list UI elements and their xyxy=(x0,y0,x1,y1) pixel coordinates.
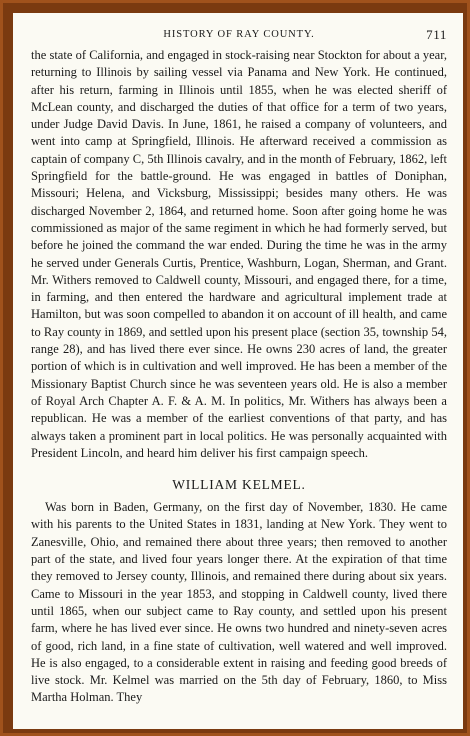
section-heading-kelmel: WILLIAM KELMEL. xyxy=(172,477,306,493)
page-number: 711 xyxy=(426,27,447,42)
running-head xyxy=(31,27,447,47)
book-page xyxy=(13,13,463,729)
body-text xyxy=(31,47,447,707)
page-border xyxy=(3,3,467,733)
running-title: HISTORY OF RAY COUNTY. xyxy=(163,29,315,40)
withers-biography-paragraph: the state of California, and engaged in stock-raising near Stockton for about a year, returning to Illinois by sailing vessel via Panama and New York. He continued, after his return, farming in Illinois until 1855, when he was elected sheriff of McLean county, and discharged the duties of that office for a term of two years, under Judge David Davis. In June, 1861, he raised a company of volunteers, and went into camp at Springfield, Illinois. He afterward received a commission as captain of company C, 5th Illinois cavalry, and in the month of February, 1862, left Springfield for the battle-ground. He was engaged in battles of Doniphan, Missouri; Helena, and Vicksburg, Mississippi; besides many others. He was discharged November 2, 1864, and returned home. Soon after going home he was commissioned as major of the same regiment in which he had formerly served, but before he joined the command the war ended. During the time he was in the army he served under Generals Curtis, Prentice, Washburn, Logan, Sherman, and Grant. Mr. Withers removed to Caldwell county, Missouri, and engaged there, for a time, in farming, and then entered the hardware and agricultural implement trade at Hamilton, but was soon compelled to abandon it on account of ill health, and came to Ray county in 1869, and settled upon his present place (section 35, township 54, range 28), and has lived there ever since. He owns 230 acres of land, the greater portion of which is in cultivation and well improved. He has been a member of the Missionary Baptist Church since he was seventeen years old. He is also a member of Royal Arch Chapter A. F. & A. M. In politics, Mr. Withers has always been a republican. He was a member of the earliest conventions of that party, and has always taken a prominent part in local politics. He was personally acquainted with President Lincoln, and heard him deliver his first campaign speech. xyxy=(31,48,447,460)
kelmel-biography-paragraph: Was born in Baden, Germany, on the first day of November, 1830. He came with his parents to the United States in 1831, landing at New York. They went to Zanesville, Ohio, and remained there about three years; then removed to another part of the state, and lived four years longer there. At the expiration of that time they removed to Jersey county, Illinois, and remained there during about six years. Came to Missouri in the year 1853, and stopping in Caldwell county, lived there until 1865, when our subject came to Ray county, and settled upon his present farm, where he has lived ever since. He owns two hundred and ninety-seven acres of good, rich land, in a fine state of cultivation, well watered and well improved. He is also engaged, to a considerable extent in raising and feeding good breeds of live stock. Mr. Kelmel was married on the 5th day of February, 1860, to Miss Martha Holman. They xyxy=(31,500,447,705)
